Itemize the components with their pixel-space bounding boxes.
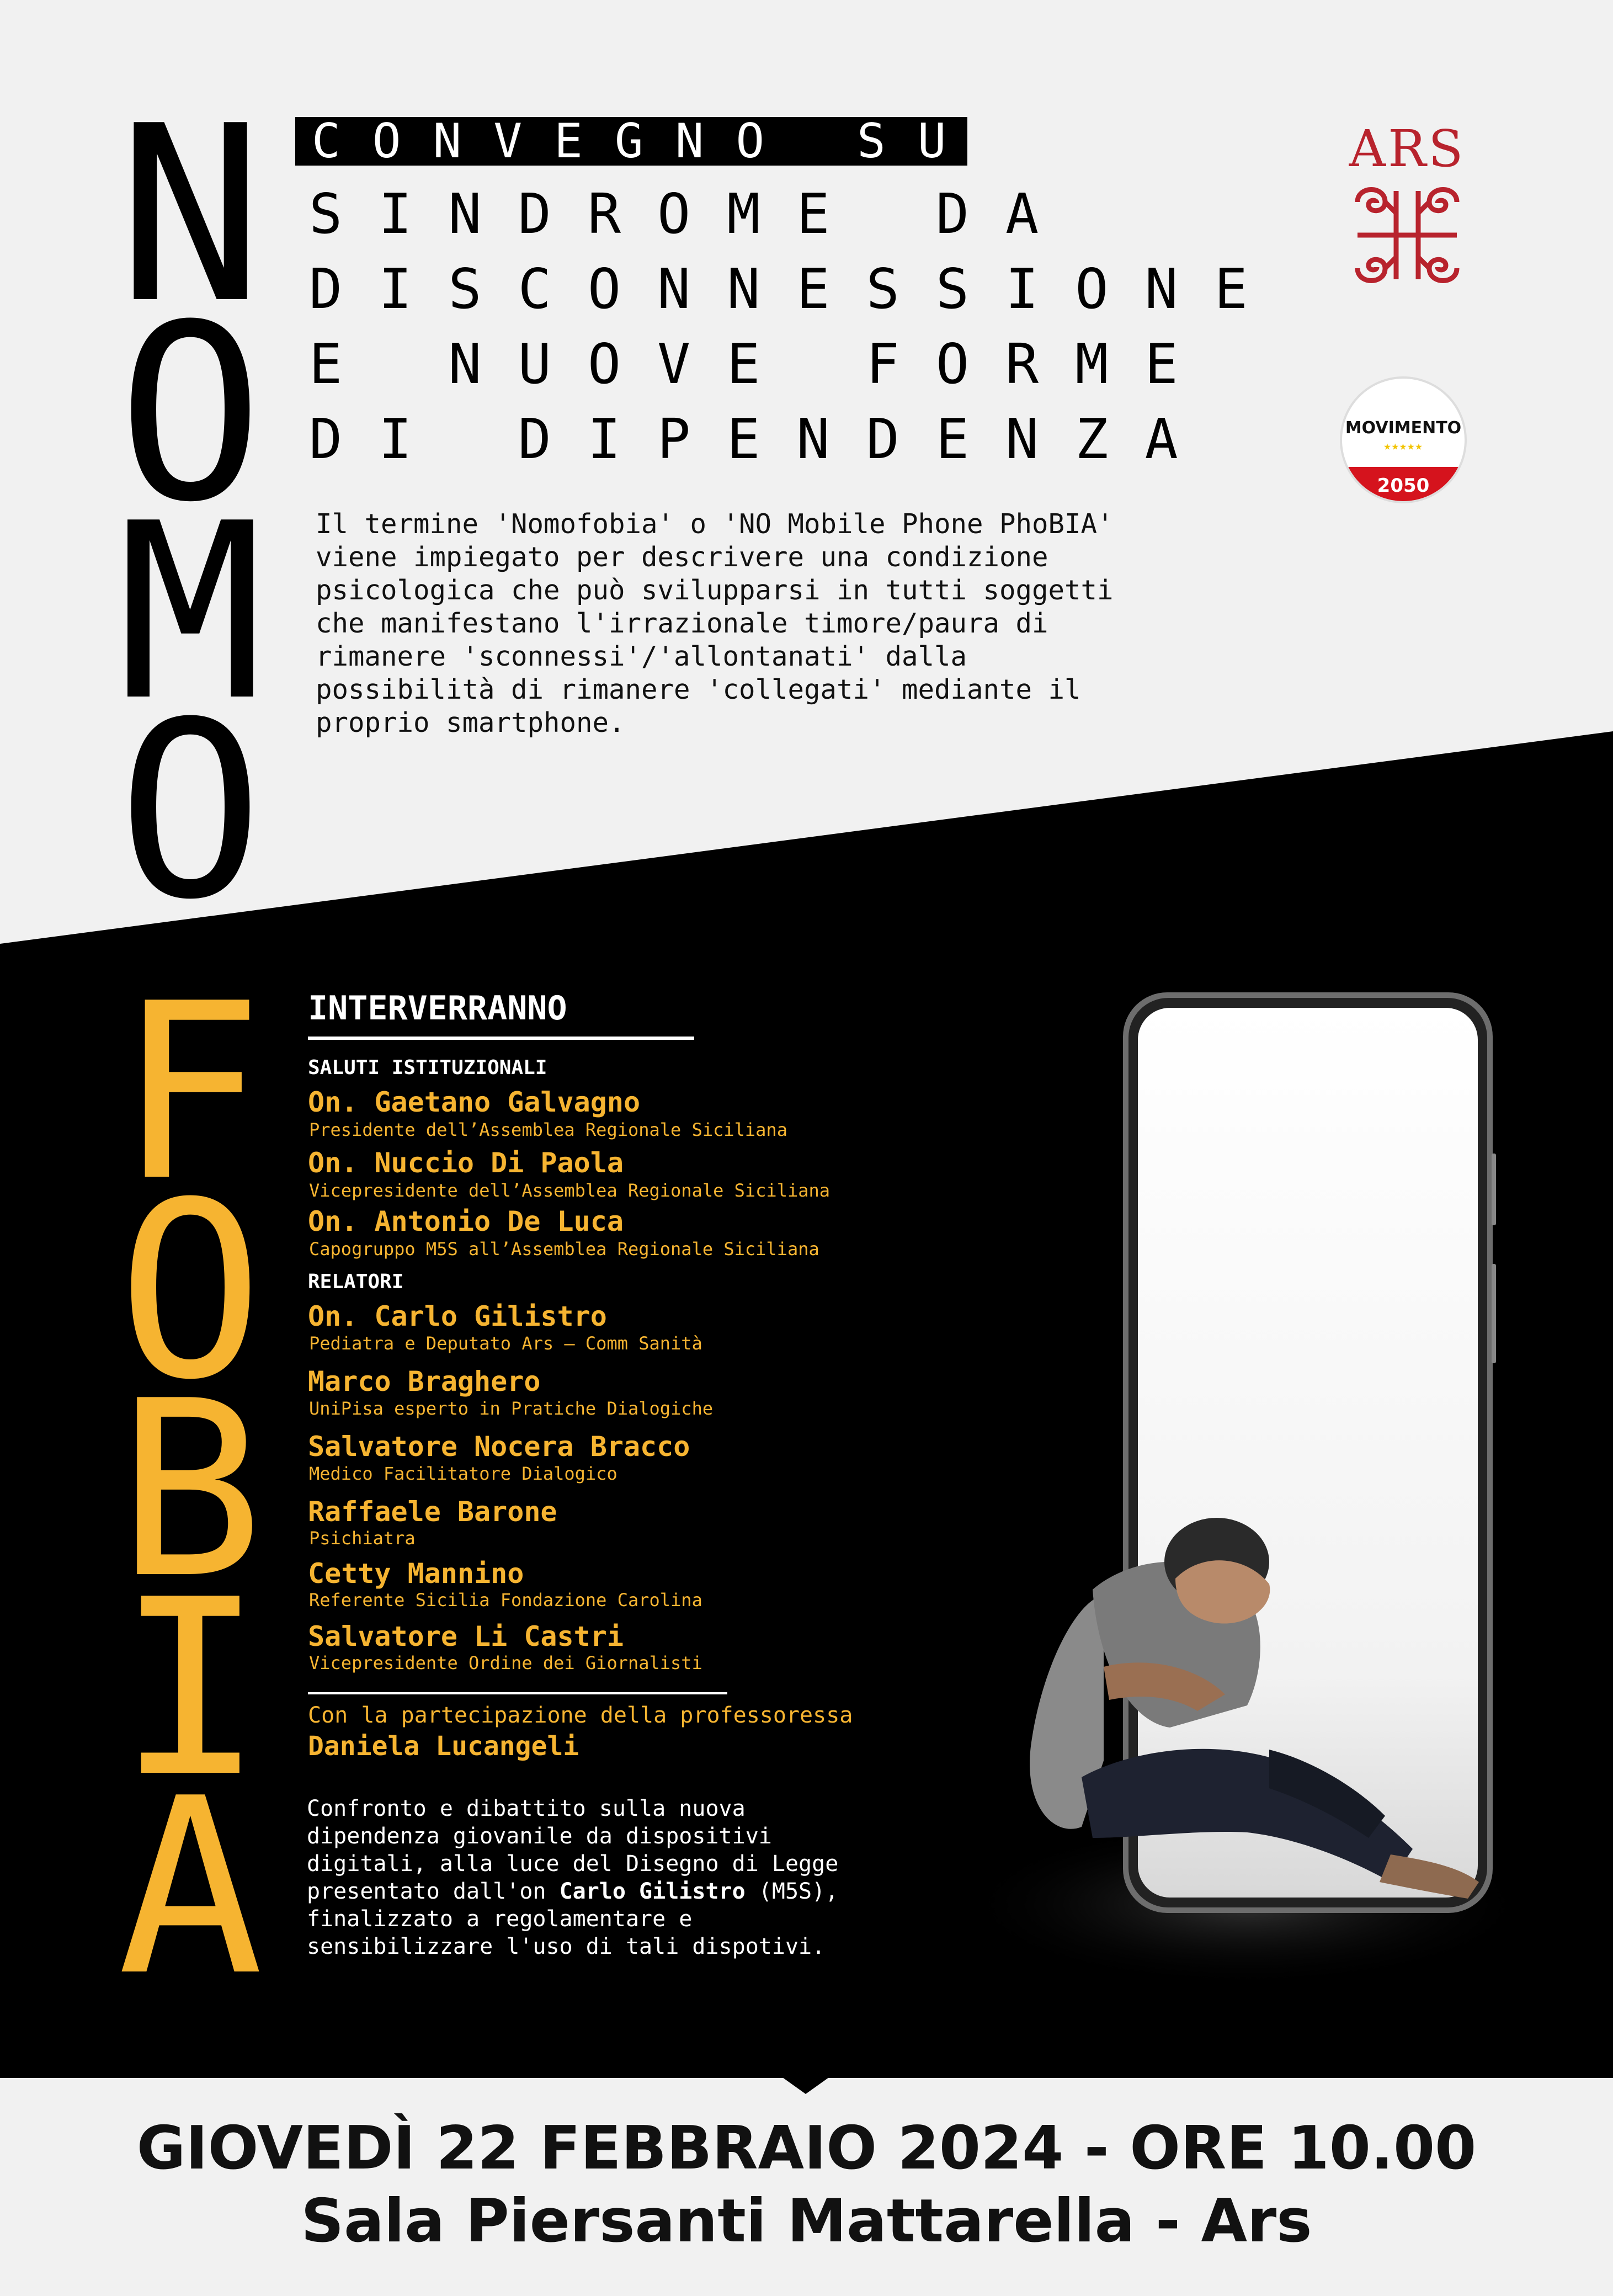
description-line [307, 1878, 914, 1905]
event-venue: Sala Piersanti Mattarella - Ars [301, 2187, 1312, 2256]
fobia-letter: I [117, 1548, 264, 1830]
speakers-heading: INTERVERRANNO [308, 989, 567, 1028]
fobia-letter: O [117, 1150, 264, 1433]
speaker-name: Cetty Mannino [308, 1558, 524, 1590]
description-line: sensibilizzare l'uso di tali dispotivi. [307, 1934, 826, 1959]
event-description [307, 1795, 914, 1960]
speaker-role: Capogruppo M5S all’Assemblea Regionale Siciliana [309, 1239, 819, 1259]
movimento-logo [1340, 376, 1467, 503]
speaker-name: Marco Braghero [308, 1365, 541, 1397]
conference-kicker: CONVEGNO SU [295, 117, 967, 166]
speaker-role: Referente Sicilia Fondazione Carolina [309, 1590, 702, 1611]
speaker-role: Pediatra e Deputato Ars – Comm Sanità [309, 1333, 702, 1354]
speaker-name: Salvatore Li Castri [308, 1620, 624, 1652]
speaker-role: Presidente dell’Assemblea Regionale Siciliana [309, 1119, 787, 1140]
movimento-logo-year: 2050 [1377, 475, 1430, 497]
speaker-name: Salvatore Nocera Bracco [308, 1431, 690, 1463]
title-line: DI DIPENDENZA [309, 407, 1215, 471]
event-date: GIOVEDÌ 22 FEBBRAIO 2024 - ORE 10.00 [136, 2114, 1477, 2183]
speaker-name: On. Gaetano Galvagno [308, 1086, 641, 1118]
description-text: (M5S), [745, 1879, 839, 1904]
pointer-arrow [767, 2066, 844, 2094]
title-line: SINDROME DA [309, 182, 1076, 246]
nomo-letter: N [117, 74, 264, 357]
movimento-logo-text: MOVIMENTO [1345, 418, 1462, 438]
description-text: presentato dall'on [307, 1879, 560, 1904]
fobia-letter: B [117, 1349, 264, 1631]
saluti-label: SALUTI ISTITUZIONALI [308, 1056, 547, 1079]
description-highlight: Carlo Gilistro [559, 1879, 746, 1904]
speaker-role: Vicepresidente Ordine dei Giornalisti [309, 1652, 702, 1673]
participation-name: Daniela Lucangeli [308, 1731, 579, 1762]
participation-intro: Con la partecipazione della professoressa [308, 1703, 853, 1728]
description-line: dipendenza giovanile da dispositivi [307, 1824, 772, 1849]
fobia-letter: F [117, 952, 264, 1234]
stars-icon: ★★★★★ [1383, 439, 1423, 453]
speakers-divider [308, 1037, 694, 1040]
speaker-role: Vicepresidente dell’Assemblea Regionale Siciliana [309, 1180, 831, 1201]
relatori-label: RELATORI [308, 1271, 404, 1293]
nomo-letter: O [117, 670, 264, 953]
speaker-name: On. Antonio De Luca [308, 1205, 624, 1237]
participation-divider [308, 1692, 727, 1694]
speaker-role: Medico Facilitatore Dialogico [309, 1463, 617, 1484]
nomo-letter: M [117, 471, 264, 754]
smartphone-illustration [938, 977, 1518, 2003]
triskelion-emblem [1346, 180, 1468, 290]
speaker-name: On. Nuccio Di Paola [308, 1147, 624, 1179]
speaker-role: UniPisa esperto in Pratiche Dialogiche [309, 1398, 714, 1419]
nomo-letter: O [117, 273, 264, 555]
title-line: DISCONNESSIONE [309, 257, 1284, 321]
speaker-name: Raffaele Barone [308, 1496, 557, 1528]
speaker-name: On. Carlo Gilistro [308, 1300, 607, 1332]
description-line: Confronto e dibattito sulla nuova [307, 1796, 746, 1821]
fobia-letter: A [117, 1746, 264, 2029]
ars-logo-text: ARS [1349, 119, 1466, 178]
speaker-role: Psichiatra [309, 1528, 416, 1549]
title-line: E NUOVE FORME [309, 332, 1215, 396]
description-line: finalizzato a regolamentare e [307, 1906, 693, 1932]
intro-paragraph: Il termine 'Nomofobia' o 'NO Mobile Phone PhoBIA' viene impiegato per descrivere una condizione psicologica che può svilupparsi in tutti soggetti che manifestano l'irrazionale timore/paura di rimanere 'sconnessi'/'allontanati' dalla possibilità di rimanere 'collegati' mediante il proprio smartphone. [316, 508, 1114, 738]
description-line: digitali, alla luce del Disegno di Legge [307, 1851, 839, 1877]
